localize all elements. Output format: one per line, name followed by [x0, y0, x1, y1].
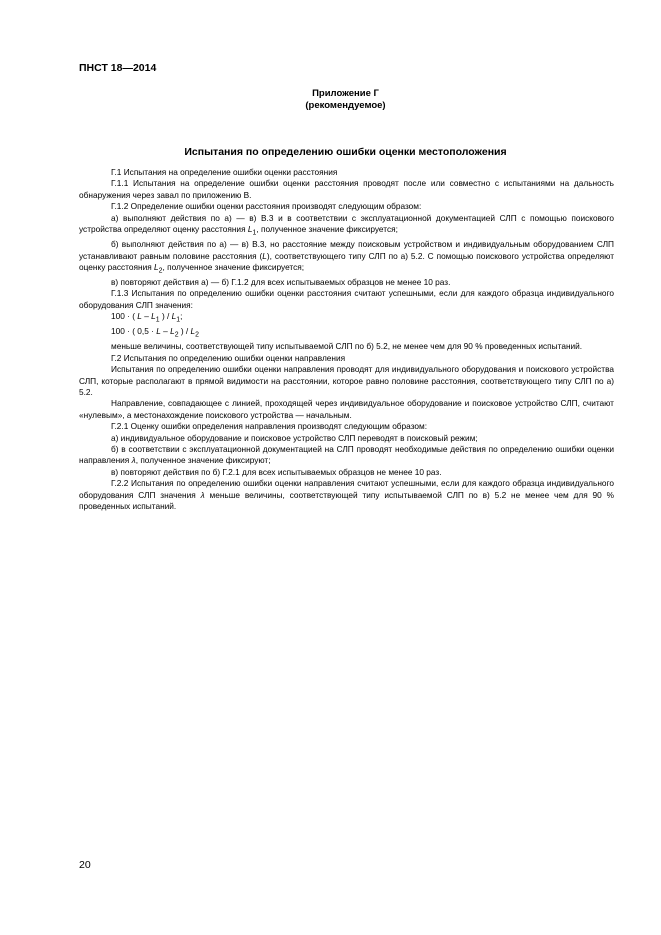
paragraph: б) выполняют действия по а) — в) В.3, но расстояние между поисковым устройством и индивидуальным оборудованием СЛП устанавливают равным половине расстояния (L), соответствующего типу СЛП по а) 5.2. С помощью поискового устройства определяют оценку расстояния $L_2$, полученное значение фиксируется;	[79, 239, 614, 275]
paragraph: в) повторяют действия а) — б) Г.1.2 для всех испытываемых образцов не менее 10 раз.	[111, 276, 451, 287]
paragraph: Направление, совпадающее с линией, проходящей через индивидуальное оборудование и поисковое устройство СЛП, считают «нулевым», а местонахождение поискового устройства — начальным.	[79, 398, 614, 420]
paragraph: Г.1.1 Испытания на определение ошибки оценки расстояния проводят после или совместно с испытаниями на дальность обнаружения через завал по приложению В.	[79, 178, 614, 200]
formula-2: 100 · ( $0,5 \cdot L - L_2$ ) / $L_2$	[111, 326, 200, 339]
paragraph: Испытания по определению ошибки оценки направления проводят для индивидуального оборудования и поискового устройства СЛП, которые располагают в прямой видимости на расстоянии, которое равно половине расстояния, соответствующего типу СЛП по а) 5.2.	[79, 364, 614, 397]
formula-1: 100 · ( L – $L_1$ ) / $L_1$;	[111, 311, 183, 324]
page-number: 20	[79, 859, 91, 871]
paragraph: б) в соответствии с эксплуатационной документацией на СЛП проводят необходимые действия по определению ошибки оценки направления λ, полученное значение фиксируют;	[79, 443, 614, 466]
appendix-title: Приложение Г	[312, 88, 379, 99]
appendix-subtitle: (рекомендуемое)	[305, 100, 386, 111]
paragraph: меньше величины, соответствующей типу испытываемой СЛП по б) 5.2, не менее чем для 90 % проведенных испытаний.	[111, 341, 583, 352]
paragraph: Г.1.2 Определение ошибки оценки расстояния производят следующим образом:	[111, 201, 422, 212]
paragraph: Г.2 Испытания по определению ошибки оценки направления	[111, 352, 346, 363]
paragraph: а) индивидуальное оборудование и поисковое устройство СЛП переводят в поисковый режим;	[111, 432, 478, 443]
document-id: ПНСТ 18—2014	[79, 62, 157, 74]
appendix-heading	[0, 88, 661, 112]
paragraph: Г.1.3 Испытания по определению ошибки оценки расстояния считают успешными, если для каждого образца индивидуального оборудования СЛП значения:	[79, 288, 614, 310]
paragraph: Г.2.1 Оценку ошибки определения направления производят следующим образом:	[111, 421, 428, 432]
document-body	[79, 167, 614, 512]
paragraph: а) выполняют действия по а) — в) В.3 и в соответствии с эксплуатационной документацией СЛП с помощью поискового устройства определяют оценку расстояния $L_1$, полученное значение фиксируется;	[79, 212, 614, 237]
paragraph: Г.1 Испытания на определение ошибки оценки расстояния	[111, 167, 338, 177]
paragraph: в) повторяют действия по б) Г.2.1 для всех испытываемых образцов не менее 10 раз.	[111, 466, 442, 477]
paragraph: Г.2.2 Испытания по определению ошибки оценки направления считают успешными, если для каждого образца индивидуального оборудования СЛП значения λ меньше величины, соответствующей типу испытываемой СЛП по в) 5.2 не менее чем для 90 % проведенных испытаний.	[79, 478, 614, 511]
section-title: Испытания по определению ошибки оценки местоположения	[184, 146, 507, 158]
